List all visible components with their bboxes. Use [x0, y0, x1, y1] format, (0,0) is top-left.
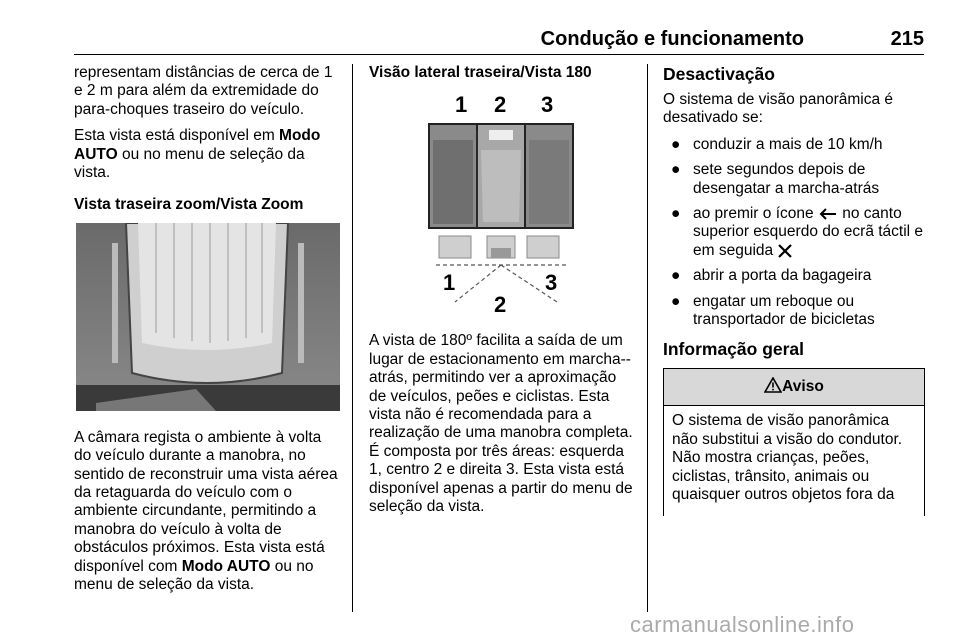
- column-left: [74, 64, 342, 603]
- warning-text: O sistema de visão panorâmica não substitui a visão do condutor. Não mostra crianças, peões, ciclistas, trânsito, animais ou quaisquer outros objetos fora da: [672, 412, 903, 504]
- deactivation-list: [663, 136, 927, 330]
- section-heading: Informação geral: [663, 339, 805, 360]
- list-item: ● ao premir o ícone no canto superior esquerdo do ecrã táctil e em seguida: [671, 205, 924, 259]
- rear-180-view-diagram: [369, 90, 633, 316]
- list-item: ● conduzir a mais de 10 km/h: [671, 135, 883, 153]
- zone-label-top-1: 1: [455, 92, 468, 118]
- paragraph: A vista de 180º facilita a saída de um lugar de estacionamento em marcha--atrás, permitindo ver a aproximação de veículos, peões e ciclistas. Esta vista não é recomendada para a realização de uma manobra completa. É composta por três áreas: esquerda 1, centro 2 e direita 3. Esta vista está disponível apenas a partir do menu de seleção da vista.: [369, 332, 633, 516]
- zone-label-bottom-3: 3: [545, 270, 558, 296]
- page-number: 215: [890, 28, 924, 50]
- column-divider: [352, 64, 353, 612]
- watermark: carmanualsonline.info: [630, 612, 855, 637]
- zone-label-top-2: 2: [494, 92, 507, 118]
- column-middle: [369, 64, 635, 524]
- zone-label-top-3: 3: [541, 92, 554, 118]
- back-arrow-icon: [818, 207, 838, 221]
- column-divider: [647, 64, 648, 612]
- section-heading: Vista traseira zoom/Vista Zoom: [74, 196, 304, 214]
- warning-triangle-icon: [764, 377, 782, 393]
- zone-label-bottom-2: 2: [494, 292, 507, 317]
- rear-zoom-camera-image: [76, 223, 340, 411]
- page-title: Condução e funcionamento: [540, 28, 804, 50]
- paragraph: A câmara regista o ambiente à volta do veículo durante a manobra, no sentido de reconstruir uma vista aérea da retaguarda do veículo com o ambiente circundante, permitindo a manobra do veículo à volta de obstáculos próximos. Esta vista está disponível com Modo AUTO ou no menu de seleção da vista.: [74, 428, 338, 594]
- paragraph: representam distâncias de cerca de 1 e 2 m para além da extremidade do para-choques traseiro do veículo.: [74, 64, 333, 118]
- close-icon: [777, 243, 793, 259]
- zone-label-bottom-1: 1: [443, 270, 456, 296]
- column-right: [663, 64, 927, 516]
- list-item: ● abrir a porta da bagageira: [671, 267, 872, 285]
- page-header: [74, 28, 924, 55]
- paragraph: Esta vista está disponível em Modo AUTO ou no menu de seleção da vista.: [74, 127, 321, 182]
- warning-box: [663, 368, 925, 516]
- paragraph: O sistema de visão panorâmica é desativado se:: [663, 91, 894, 127]
- list-item: ● sete segundos depois de desengatar a marcha-atrás: [671, 161, 880, 197]
- section-heading: Visão lateral traseira/Vista 180: [369, 64, 592, 81]
- section-heading: Desactivação: [663, 64, 775, 84]
- warning-header: Aviso: [664, 369, 924, 406]
- list-item: ● engatar um reboque ou transportador de bicicletas: [671, 292, 875, 329]
